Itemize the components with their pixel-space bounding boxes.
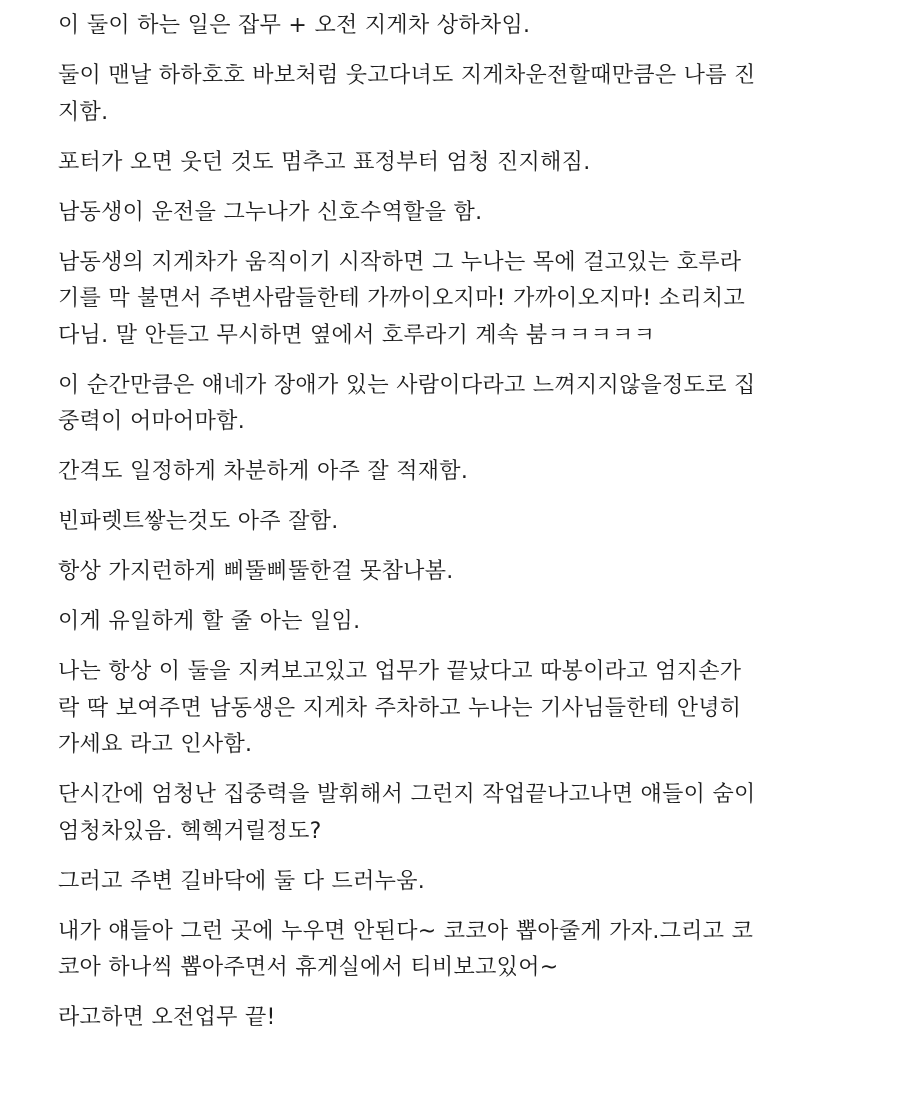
text-line: 다님. 말 안듣고 무시하면 옆에서 호루라기 계속 붐ㅋㅋㅋㅋㅋ: [58, 322, 656, 348]
paragraph-3: [58, 145, 883, 182]
paragraph-14: [58, 914, 883, 987]
text-line: 내가 얘들아 그런 곳에 누우면 안된다~ 코코아 뽑아줄게 가자.그리고 코: [58, 918, 754, 944]
paragraph-2: [58, 58, 883, 131]
text-line: 나는 항상 이 둘을 지켜보고있고 업무가 끝났다고 따봉이라고 엄지손가: [58, 659, 742, 684]
text-line: 이 둘이 하는 일은 잡무 + 오전 지게차 상하차임.: [58, 13, 531, 38]
text-line: 단시간에 엄청난 집중력을 발휘해서 그런지 작업끝나고나면 얘들이 숨이: [58, 782, 756, 807]
text-line: 포터가 오면 웃던 것도 멈추고 표정부터 엄청 진지해짐.: [58, 149, 591, 175]
text-line: 코아 하나씩 뽑아주면서 휴게실에서 티비보고있어~: [58, 955, 559, 980]
text-line: 남동생이 운전을 그누나가 신호수역할을 함.: [58, 199, 483, 225]
text-line: 지함.: [58, 99, 109, 125]
paragraph-9: [58, 554, 883, 591]
text-line: 라고하면 오전업무 끝!: [58, 1005, 276, 1030]
paragraph-13: [58, 864, 883, 901]
text-line: 빈파렛트쌓는것도 아주 잘함.: [58, 509, 339, 534]
text-line: 항상 가지런하게 삐뚤삐뚤한걸 못참나봄.: [58, 559, 454, 584]
paragraph-11: [58, 654, 883, 764]
text-line: 중력이 어마어마함.: [58, 409, 246, 434]
text-line: 그러고 주변 길바닥에 둘 다 드러누움.: [58, 868, 426, 894]
paragraph-8: [58, 504, 883, 541]
paragraph-1: [58, 8, 883, 45]
paragraph-6: [58, 368, 883, 441]
text-line: 이게 유일하게 할 줄 아는 일임.: [58, 609, 361, 634]
text-line: 락 딱 보여주면 남동생은 지게차 주차하고 누나는 기사님들한테 안녕히: [58, 695, 742, 721]
text-line: 남동생의 지게차가 움직이기 시작하면 그 누나는 목에 걸고있는 호루라: [58, 249, 742, 275]
text-line: 둘이 맨날 하하호호 바보처럼 웃고다녀도 지게차운전할때만큼은 나름 진: [58, 63, 756, 88]
paragraph-15: [58, 1000, 883, 1037]
text-line: 이 순간만큼은 얘네가 장애가 있는 사람이다라고 느껴지지않을정도로 집: [58, 372, 756, 398]
paragraph-12: [58, 777, 883, 850]
text-line: 엄청차있음. 헥헥거릴정도?: [58, 818, 322, 844]
text-line: 가세요 라고 인사함.: [58, 732, 253, 757]
post-body: [58, 8, 883, 1050]
paragraph-7: [58, 454, 883, 491]
text-line: 기를 막 불면서 주변사람들한테 가까이오지마! 가까이오지마! 소리치고: [58, 286, 746, 311]
paragraph-4: [58, 195, 883, 232]
paragraph-10: [58, 604, 883, 641]
paragraph-5: [58, 245, 883, 355]
text-line: 간격도 일정하게 차분하게 아주 잘 적재함.: [58, 459, 469, 484]
